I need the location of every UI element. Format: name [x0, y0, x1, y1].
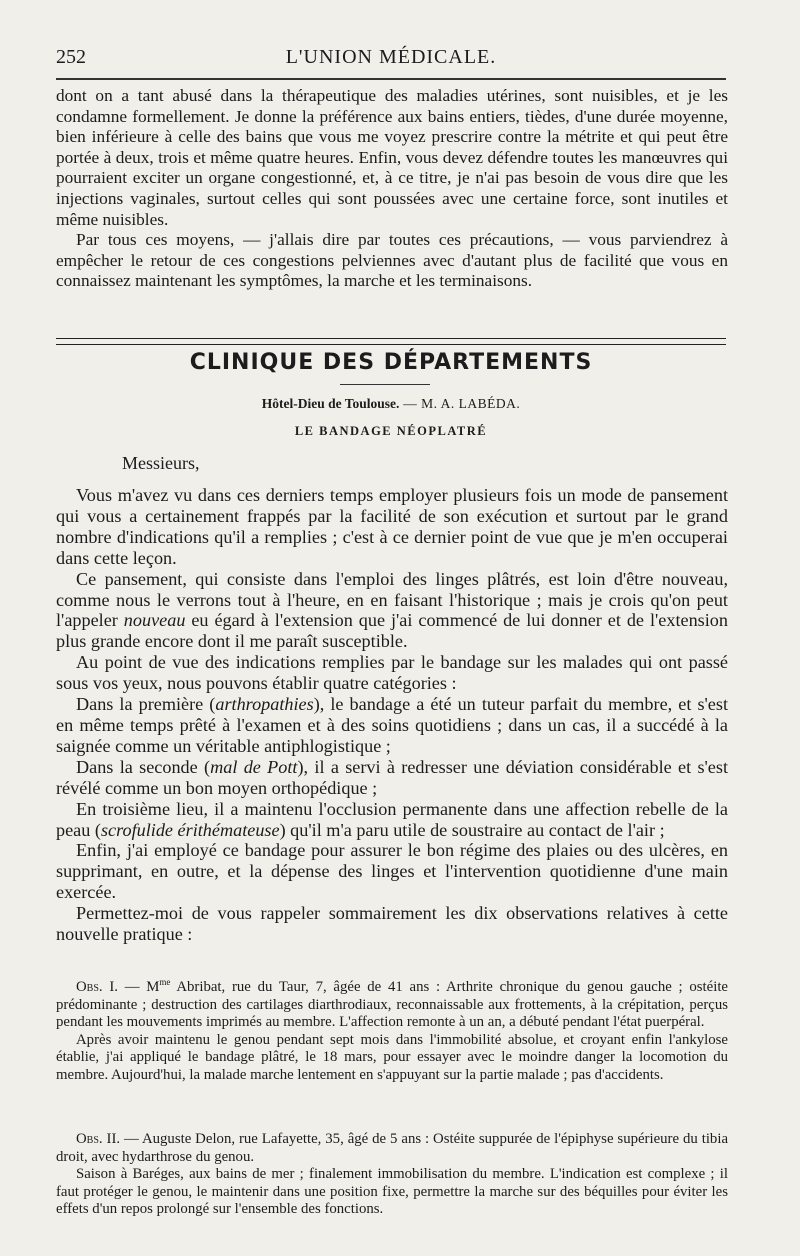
observation-1 — [56, 974, 728, 1084]
body-paragraph-1: Vous m'avez vu dans ces derniers temps employer plusieurs fois un mode de pansement qui vous a certainement frappés par la facilité de son exécution et surtout par le grand nombre d'indications qu'il a remplies ; c'est à ce dernier point de vue que je m'en occuperai dans cette leçon. — [56, 485, 728, 568]
title-rule — [340, 384, 430, 385]
observation-2 — [56, 1131, 728, 1219]
author-name: — M. A. LABÉDA. — [399, 396, 521, 411]
body-paragraph-7: Enfin, j'ai employé ce bandage pour assurer le bon régime des plaies ou des ulcères, en supprimant, en outre, et la dépense des linges et l'intervention quotidienne d'une main exercée. — [56, 840, 728, 903]
body-paragraph-5: Dans la seconde (mal de Pott), il a servi à redresser une déviation considérable et s'est révélé comme un bon moyen orthopédique ; — [56, 756, 729, 798]
body-paragraph-4: Dans la première (arthropathies), le bandage a été un tuteur parfait du membre, et s'est en même temps prêté à l'examen et à des soins quotidiens ; dans un cas, il a succédé à la saignée comme un véritable antiphlogistique ; — [56, 694, 728, 756]
observation-2-text: Obs. II. — Auguste Delon, rue Lafayette, 35, âgé de 5 ans : Ostéite suppurée de l'épiphyse supérieure du tibia droit, avec hydarthrose du genou. — [56, 1131, 729, 1165]
body-paragraph-8: Permettez-moi de vous rappeler sommairement les dix observations relatives à cette nouvelle pratique : — [56, 903, 728, 945]
article-body — [56, 485, 728, 945]
article-subtitle: LE BANDAGE NÉOPLATRÉ — [294, 424, 488, 438]
observation-2-followup: Saison à Baréges, aux bains de mer ; finalement immobilisation du membre. L'indication est complexe ; il faut protéger le genou, le maintenir dans une position fixe, permettre la marche sur des béquilles pour éviter les effets d'un repos prolongé sur l'ensemble des fonctions. — [56, 1166, 728, 1218]
section-title: CLINIQUE DES DÉPARTEMENTS — [189, 350, 593, 375]
intro-paragraph-2: Par tous ces moyens, — j'allais dire par toutes ces précautions, — vous parviendrez à empêcher le retour de ces congestions pelviennes avec d'autant plus de facilité que vous en connaissez maintenant les symptômes, la marche et les terminaisons. — [56, 230, 728, 291]
observation-1-label: Obs. I. — [76, 978, 118, 995]
page-header — [56, 40, 726, 74]
page-number: 252 — [56, 46, 86, 68]
running-title: L'UNION MÉDICALE. — [285, 46, 497, 68]
section-divider — [56, 338, 726, 345]
body-paragraph-6: En troisième lieu, il a maintenu l'occlusion permanente dans une affection rebelle de la peau (scrofulide érithémateuse) qu'il m'a paru utile de soustraire au contact de l'air ; — [56, 798, 728, 840]
byline — [56, 396, 726, 412]
salutation: Messieurs, — [122, 453, 200, 473]
observation-1-followup: Après avoir maintenu le genou pendant sept mois dans l'immobilité absolue, et croyant enfin l'ankylose établie, j'ai appliqué le bandage plâtré, le 18 mars, pour essayer avec le moindre danger la locomotion du membre. Aujourd'hui, la malade marche lentement en s'appuyant sur la partie malade ; pas d'accidents. — [56, 1031, 728, 1083]
hospital-name: Hôtel-Dieu de Toulouse. — [261, 396, 400, 411]
body-paragraph-3: Au point de vue des indications remplies par le bandage sur les malades qui ont passé sous vos yeux, nous pouvons établir quatre catégories : — [56, 652, 728, 694]
observation-1-text: Obs. I. — $M^{me}$ Abribat, rue du Taur, 7, âgée de 41 ans : Arthrite chronique du genou gauche ; ostéite prédominante ; destruction des cartilages diarthrodiaux, reconnaissable aux frottements, à la crépitation, perçus pendant les mouvements imprimés au membre. L'affection remonte à un an, a débuté pendant l'état puerpéral. — [56, 977, 728, 1031]
body-paragraph-2: Ce pansement, qui consiste dans l'emploi des linges plâtrés, est loin d'être nouveau, comme nous le verrons tout à l'heure, en en faisant l'historique ; mais je crois qu'on peut l'appeler nouveau eu égard à l'extension que j'ai commencé de lui donner et de l'extension plus grande encore dont il me paraît susceptible. — [56, 568, 728, 652]
intro-paragraph-1: dont on a tant abusé dans la thérapeutique des maladies utérines, sont nuisibles, et je les condamne formellement. Je donne la préférence aux bains entiers, tièdes, d'une durée moyenne, bien inférieure à celle des bains que vous me voyez prescrire contre la métrite et qui peut être portée à deux, trois et même quatre heures. Enfin, vous devez défendre toutes les manœuvres qui pourraient exciter un organe congestionné, et, à ce titre, je n'ai pas besoin de vous dire que les injections vaginales, surtout celles qui sont poussées avec une certaine force, sont inutiles et même nuisibles. — [56, 86, 728, 229]
intro-text — [56, 86, 728, 292]
header-rule — [56, 78, 726, 80]
observation-2-label: Obs. II. — [76, 1131, 121, 1147]
